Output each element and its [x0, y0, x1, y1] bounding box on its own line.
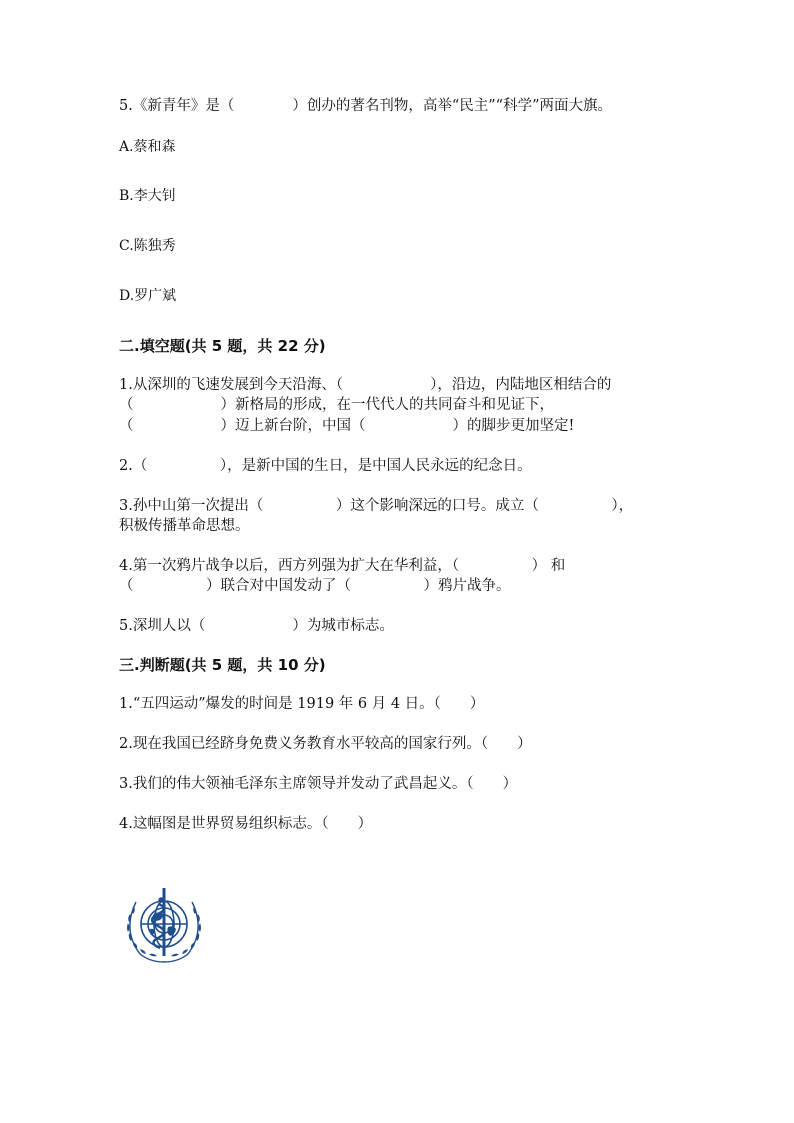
fill-q5: 5.深圳人以（ ）为城市标志。 [119, 618, 394, 634]
fill-q3-line1: 3.孙中山第一次提出（ ）这个影响深远的口号。成立（ ）， [119, 498, 634, 514]
fill-q4-line2: （ ）联合对中国发动了（ ）鸦片战争。 [119, 578, 511, 594]
un-wreath-staff-emblem-icon [120, 882, 208, 970]
q5-option-c: C.陈独秀 [119, 238, 176, 254]
section2-heading: 二.填空题(共 5 题，共 22 分) [119, 337, 326, 355]
judge-q2: 2.现在我国已经跻身免费义务教育水平较高的国家行列。（ ） [119, 736, 532, 752]
q5-option-a: A.蔡和森 [119, 139, 176, 155]
fill-q2: 2.（ ），是新中国的生日，是中国人民永远的纪念日。 [119, 458, 532, 474]
fill-q3-line2: 积极传播革命思想。 [119, 518, 250, 534]
judge-q3: 3.我们的伟大领袖毛泽东主席领导并发动了武昌起义。（ ） [119, 776, 518, 792]
q5-option-b: B.李大钊 [119, 188, 176, 204]
q5-choice-stem: 5.《新青年》是（ ）创办的著名刊物，高举“民主”“科学”两面大旗。 [119, 98, 612, 114]
fill-q1-line1: 1.从深圳的飞速发展到今天沿海、（ ），沿边，内陆地区相结合的 [119, 377, 612, 393]
section3-heading: 三.判断题(共 5 题，共 10 分) [119, 656, 326, 674]
judge-q4: 4.这幅图是世界贸易组织标志。（ ） [119, 816, 373, 832]
fill-q1-line3: （ ）迈上新台阶，中国（ ）的脚步更加坚定! [119, 418, 575, 434]
judge-q1: 1.“五四运动”爆发的时间是 1919 年 6 月 4 日。（ ） [119, 696, 485, 712]
q5-option-d: D.罗广斌 [119, 288, 177, 304]
fill-q1-line2: （ ）新格局的形成，在一代代人的共同奋斗和见证下， [119, 397, 554, 413]
fill-q4-line1: 4.第一次鸦片战争以后，西方列强为扩大在华利益，（ ） 和 [119, 558, 566, 574]
